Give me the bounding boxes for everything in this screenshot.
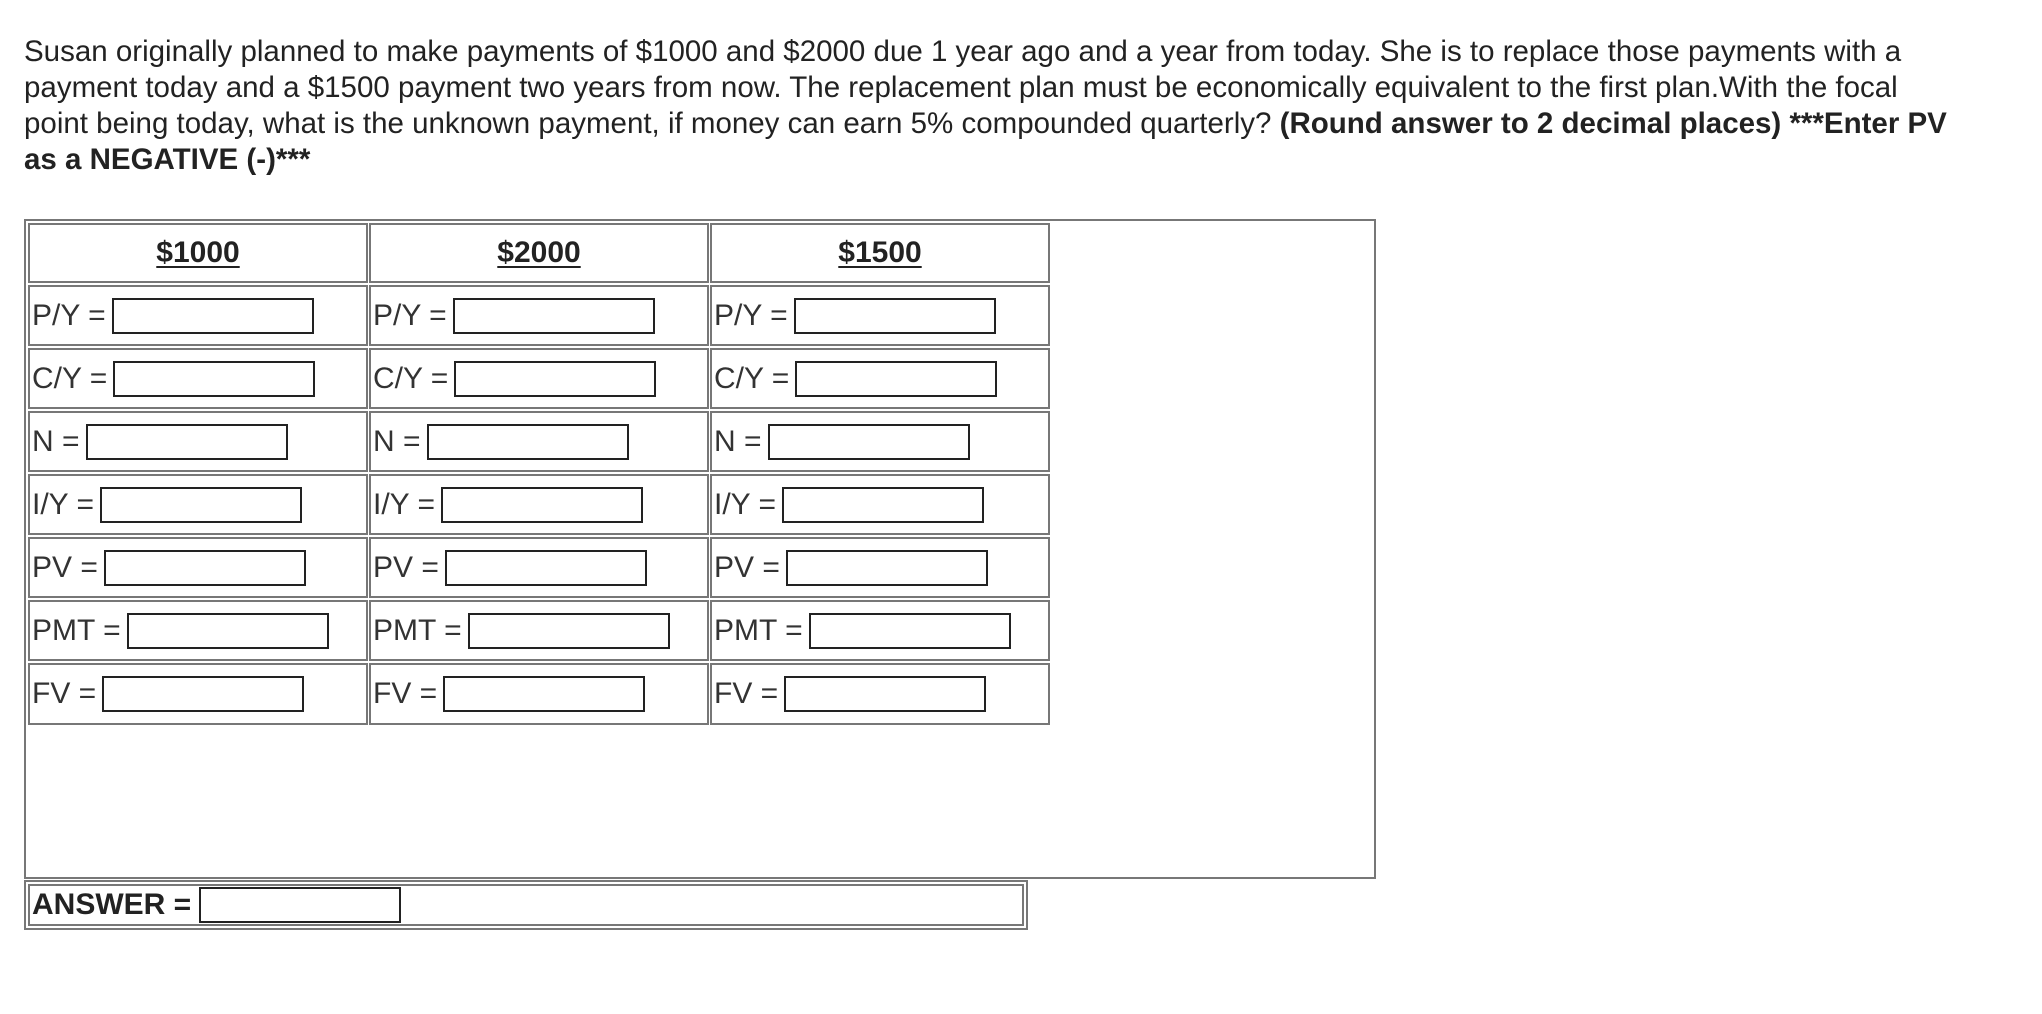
col-1-cy-label: C/Y = [32,361,108,395]
col-2-fv-label: FV = [373,677,438,710]
col-3-header-cell [710,223,1050,283]
col-2-pv-input[interactable] [445,550,647,586]
col-3-fv-cell [710,663,1050,725]
col-3-py-label: P/Y = [714,298,788,332]
col-2-pv-cell [369,537,709,598]
col-1-pv-input[interactable] [104,550,306,586]
col-2-n-input[interactable] [427,424,629,460]
col-3-fv-label: FV = [714,677,779,710]
col-3-py-input[interactable] [794,298,996,334]
problem-statement [24,34,1964,178]
problem-text: Susan originally planned to make payments of $1000 and $2000 due 1 year ago and a year from today. She is to replace those payments with a payment today and a $1500 payment two years from now. The replacement plan must be economically equivalent to the first plan.With the focal point being today, what is the unknown payment, if money can earn 5% compounded quarterly? [24,35,1902,140]
col-3-pv-input[interactable] [786,550,988,586]
col-1-header-cell [28,223,368,283]
col-1-iy-label: I/Y = [32,487,94,521]
col-2-iy-input[interactable] [441,487,643,523]
col-3-n-cell [710,411,1050,472]
col-3-n-input[interactable] [768,424,970,460]
col-3-py-cell [710,285,1050,346]
col-1-n-label: N = [32,424,80,458]
col-2-py-input[interactable] [453,298,655,334]
col-1-py-input[interactable] [112,298,314,334]
col-2-pmt-input[interactable] [468,613,670,649]
tvm-worksheet-table [24,219,1376,879]
col-1-fv-input[interactable] [102,676,304,712]
col-1-pmt-label: PMT = [32,613,121,647]
col-2-pmt-label: PMT = [373,613,462,647]
col-3-iy-label: I/Y = [714,487,776,521]
col-3-header: $1500 [838,236,922,269]
col-2-py-cell [369,285,709,346]
col-1-cy-input[interactable] [113,361,315,397]
col-2-fv-input[interactable] [443,676,645,712]
col-2-header: $2000 [497,236,581,269]
col-2-cy-cell [369,348,709,409]
col-2-fv-cell [369,663,709,725]
col-3-n-label: N = [714,424,762,458]
col-3-pv-label: PV = [714,550,780,584]
col-1-fv-label: FV = [32,677,97,710]
col-1-pmt-input[interactable] [127,613,329,649]
col-2-cy-input[interactable] [454,361,656,397]
col-3-pmt-input[interactable] [809,613,1011,649]
col-1-iy-input[interactable] [100,487,302,523]
col-1-fv-cell [28,663,368,725]
col-1-pv-cell [28,537,368,598]
col-1-n-input[interactable] [86,424,288,460]
col-1-py-label: P/Y = [32,298,106,332]
col-3-iy-cell [710,474,1050,535]
col-1-pmt-cell [28,600,368,661]
col-2-iy-label: I/Y = [373,487,435,521]
answer-row [24,880,1028,930]
col-3-cy-cell [710,348,1050,409]
col-3-cy-input[interactable] [795,361,997,397]
col-3-iy-input[interactable] [782,487,984,523]
answer-input[interactable] [199,887,401,923]
col-1-cy-cell [28,348,368,409]
col-3-cy-label: C/Y = [714,361,790,395]
col-1-header: $1000 [156,236,240,269]
col-2-header-cell [369,223,709,283]
col-1-n-cell [28,411,368,472]
col-2-iy-cell [369,474,709,535]
col-2-pmt-cell [369,600,709,661]
col-3-pv-cell [710,537,1050,598]
problem-instructions: (Round answer to 2 decimal places) ***Enter PV as a NEGATIVE (-)*** [24,107,1947,176]
col-3-fv-input[interactable] [784,676,986,712]
col-1-pv-label: PV = [32,550,98,584]
col-2-py-label: P/Y = [373,298,447,332]
col-1-py-cell [28,285,368,346]
col-2-n-label: N = [373,424,421,458]
col-2-n-cell [369,411,709,472]
col-3-pmt-cell [710,600,1050,661]
answer-label: ANSWER = [32,888,192,921]
col-3-pmt-label: PMT = [714,613,803,647]
col-1-iy-cell [28,474,368,535]
col-2-cy-label: C/Y = [373,361,449,395]
col-2-pv-label: PV = [373,550,439,584]
